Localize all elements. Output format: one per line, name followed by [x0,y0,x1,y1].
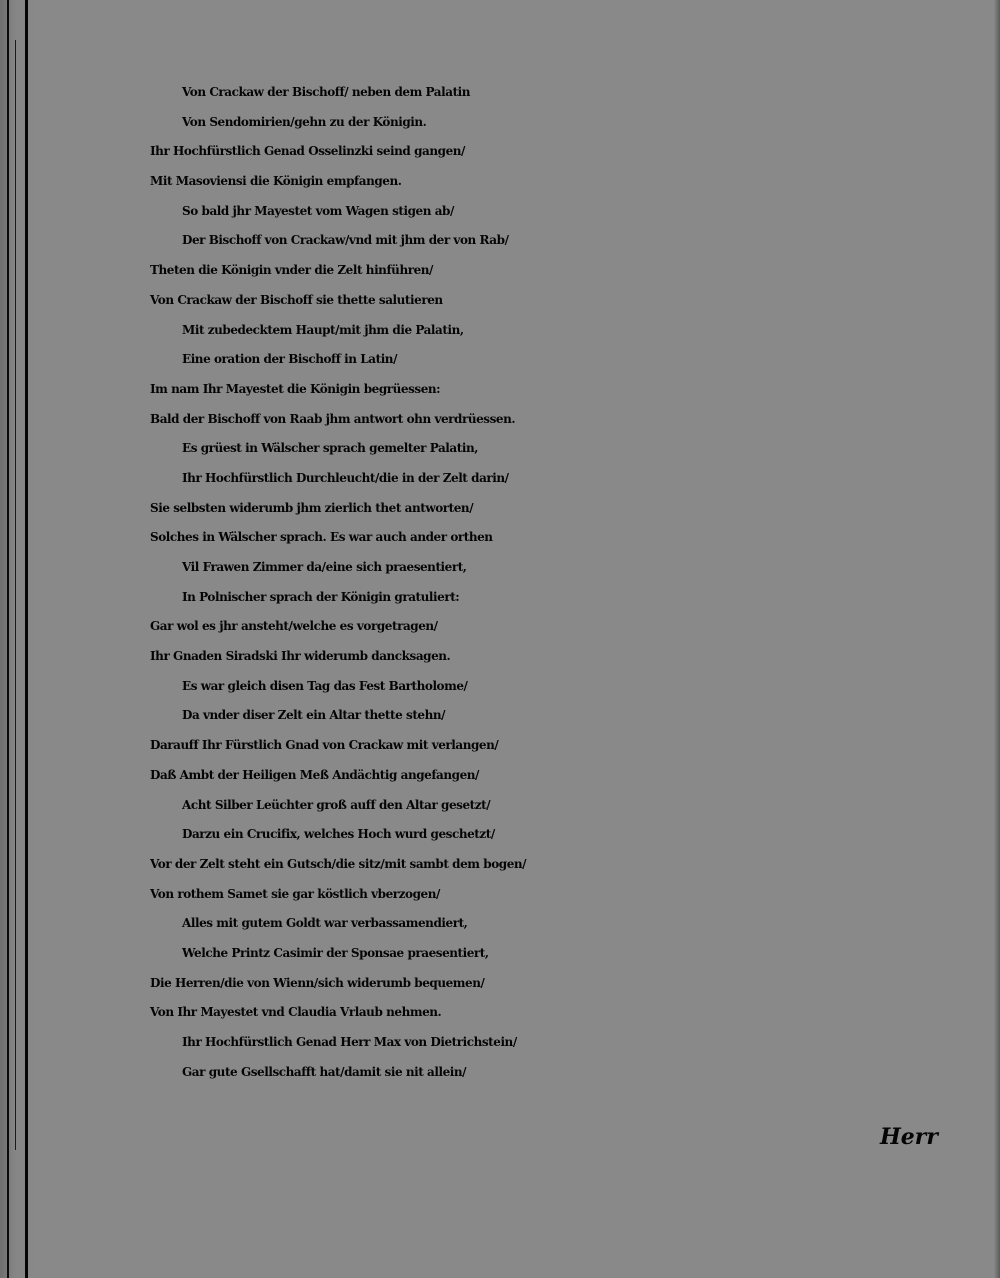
verse-line: Solches in Wälscher sprach. Es war auch ander orthen [150,530,493,545]
verse-line: Die Herren/die von Wienn/sich widerumb bequemen/ [150,975,485,990]
verse-line: Sie selbsten widerumb jhm zierlich thet antworten/ [150,500,474,515]
verse-line: Von Ihr Mayestet vnd Claudia Vrlaub nehmen. [150,1005,442,1020]
verse-block [150,78,830,1087]
verse-line: Daß Ambt der Heiligen Meß Andächtig angefangen/ [150,767,479,782]
verse-line: Der Bischoff von Crackaw/vnd mit jhm der von Rab/ [182,233,509,248]
verse-line: Darzu ein Crucifix, welches Hoch wurd geschetzt/ [182,827,495,842]
verse-line: Es grüest in Wälscher sprach gemelter Palatin, [182,441,478,456]
verse-line: Vor der Zelt steht ein Gutsch/die sitz/mit sambt dem bogen/ [150,856,527,871]
page-edge [994,0,1000,1278]
verse-line: Da vnder diser Zelt ein Altar thette stehn/ [182,708,446,723]
verse-line: Welche Printz Casimir der Sponsae praesentiert, [182,945,489,960]
catchword: Herr [880,1124,938,1150]
gutter-line [15,40,16,1150]
verse-line: In Polnischer sprach der Königin gratuliert: [182,589,460,604]
verse-line: Gar gute Gsellschafft hat/damit sie nit allein/ [182,1064,467,1079]
verse-line: Ihr Hochfürstlich Genad Herr Max von Dietrichstein/ [182,1035,517,1049]
verse-line: Von rothem Samet sie gar köstlich vberzogen/ [150,886,440,901]
verse-line: Darauff Ihr Fürstlich Gnad von Crackaw mit verlangen/ [150,738,499,753]
verse-line: Ihr Hochfürstlich Durchleucht/die in der Zelt darin/ [182,470,509,485]
verse-line: Mit zubedecktem Haupt/mit jhm die Palatin, [182,322,464,337]
binding-gutter [0,0,34,1278]
verse-line: Im nam Ihr Mayestet die Königin begrüessen: [150,381,441,396]
gutter-line [7,0,9,1278]
verse-line: Gar wol es jhr ansteht/welche es vorgetragen/ [150,619,438,634]
verse-line: Vil Frawen Zimmer da/eine sich praesentiert, [182,560,467,574]
verse-line: Bald der Bischoff von Raab jhm antwort ohn verdrüessen. [150,411,516,426]
verse-line: Ihr Gnaden Siradski Ihr widerumb dancksagen. [150,649,451,664]
verse-line: Mit Masoviensi die Königin empfangen. [150,174,402,189]
verse-line: Von Crackaw der Bischoff sie thette salutieren [150,292,443,307]
verse-line: Acht Silber Leüchter groß auff den Altar gesetzt/ [182,797,491,812]
verse-line: So bald jhr Mayestet vom Wagen stigen ab/ [182,203,454,218]
verse-line: Theten die Königin vnder die Zelt hinführen/ [150,263,433,278]
verse-line: Eine oration der Bischoff in Latin/ [182,352,398,367]
gutter-line [25,0,28,1278]
verse-line: Von Sendomirien/gehn zu der Königin. [182,114,427,129]
verse-line: Ihr Hochfürstlich Genad Osselinzki seind gangen/ [150,144,465,159]
verse-line: Von Crackaw der Bischoff/ neben dem Palatin [182,85,471,99]
verse-line: Es war gleich disen Tag das Fest Bartholome/ [182,678,468,693]
verse-line: Alles mit gutem Goldt war verbassamendiert, [182,916,468,931]
